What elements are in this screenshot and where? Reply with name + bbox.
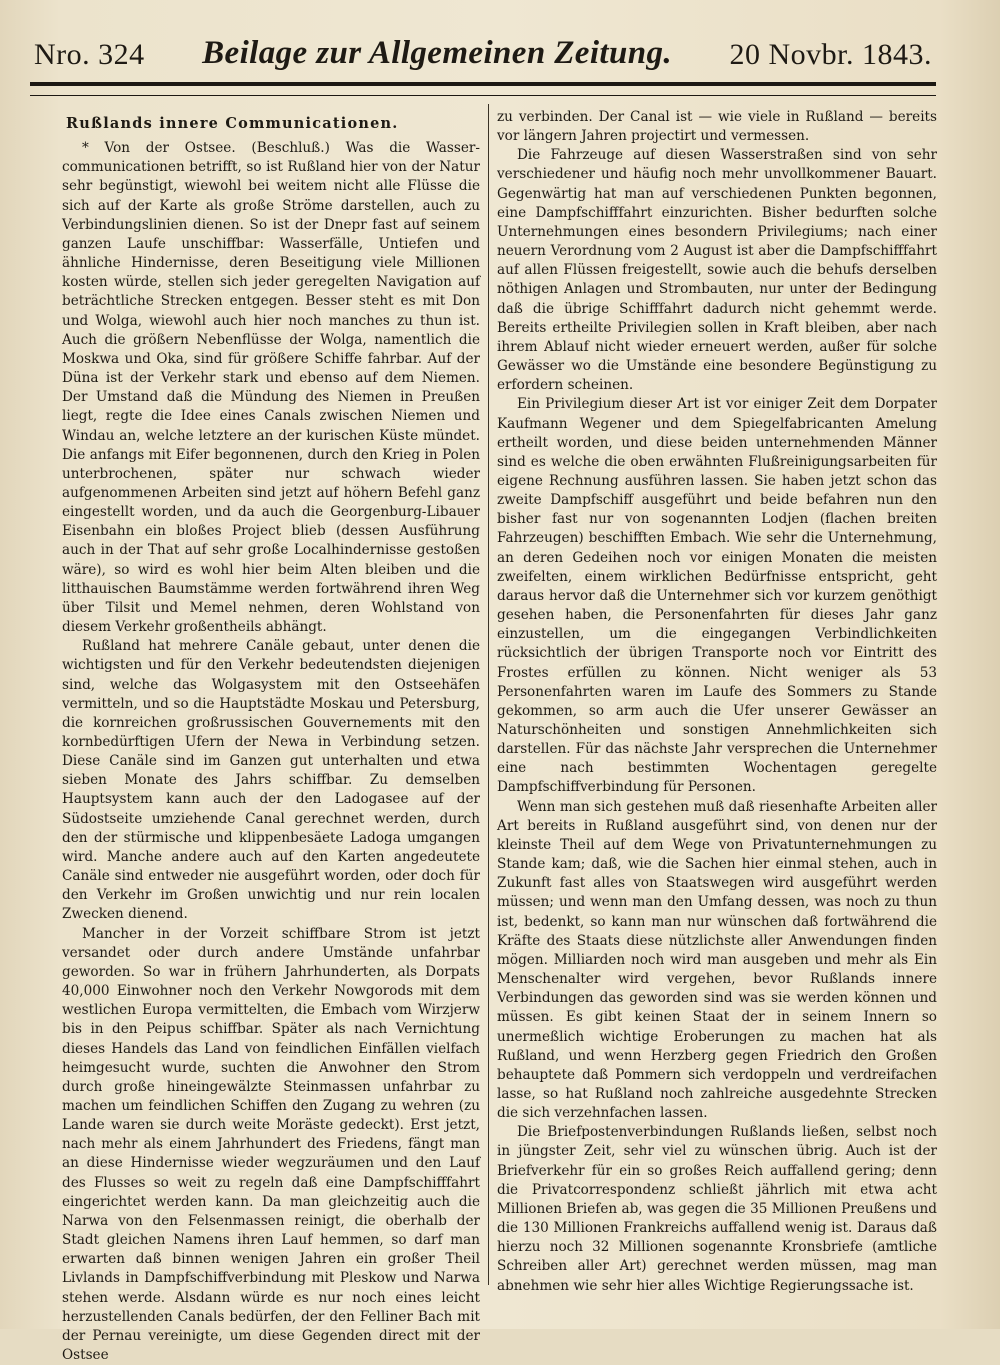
paragraph-continuation: zu verbinden. Der Canal ist — wie viele in Rußland — bereits vor längern Jahren projectirt und vermessen. — [497, 109, 937, 145]
paragraph: Rußland hat mehrere Canäle gebaut, unter denen die wichtigsten und für den Verkehr bedeutendsten diejenigen sind, welche das Wolgasystem mit den Ostseehäfen vermitteln, und so die Hauptstädte Moskau und Petersburg, die kornreichen großrussischen Gouvernements mit den kornbedürftigen Ufern der Newa in Verbindung setzen. Diese Canäle sind im Ganzen gut unterhalten und etwa sieben Monate des Jahrs schiffbar. Zu demselben Hauptsystem kann auch der den Ladogasee auf der Südostseite umziehende Canal gerechnet werden, durch den der stürmische und klippenbesäete Ladoga umgangen wird. Manche andere auch auf den Karten angedeutete Canäle sind entweder nie ausgeführt worden, oder doch für den Verkehr im Großen unwichtig und nur rein localen Zwecken dienend. — [62, 638, 480, 923]
paragraph: Wenn man sich gestehen muß daß riesenhafte Arbeiten aller Art bereits in Rußland ausgeführt sind, von denen nur der kleinste Theil auf dem Wege von Privatunternehmungen zu Stande kam; daß, wie die Sachen hier einmal stehen, auch in Zukunft fast alles von Staatswegen wird ausgeführt werden müssen; und wenn man den Umfang dessen, was noch zu thun ist, bedenkt, so kann man nur wünschen daß fortwährend die Kräfte des Staats diese nützlichste aller Anwendungen finden mögen. Milliarden noch wird man ausgeben und mehr als Ein Menschenalter wird vergehen, bevor Rußlands innere Verbindungen das geworden sind was sie werden können und müssen. Es gibt keinen Staat der in seinem Innern so unermeßlich wichtige Eroberungen zu machen hat als Rußland, und wenn Herzberg gegen Friedrich den Großen behauptete daß Pommern sich verdoppeln und verdreifachen lasse, so hat Rußland noch zahlreiche ausgedehnte Strecken die sich verzehnfachen lassen. — [497, 798, 937, 1122]
paragraph: Ein Privilegium dieser Art ist vor einiger Zeit dem Dorpater Kaufmann Wegener und dem Spiegelfabricanten Amelung ertheilt worden, und diese beiden unternehmenden Männer sind es welche die oben erwähnten Flußreinigungsarbeiten für eigene Rechnung ausführen lassen. Sie haben jetzt schon das zweite Dampfschiff ausgeführt und beide befahren nun den bisher fast nur von sogenannten Lodjen (flachen breiten Fahrzeugen) beschifften Embach. Wie sehr die Unternehmung, an deren Gedeihen noch vor einigen Monaten die meisten zweifelten, einem wirklichen Bedürfnisse entspricht, geht daraus hervor daß die Unternehmer sich vor kurzem genöthigt gesehen haben, die Personenfahrten für dieses Jahr ganz einzustellen, um die eingegangen Verbindlichkeiten rücksichtlich der übrigen Transporte noch vor Eintritt des Frostes erfüllen zu können. Nicht weniger als 53 Personenfahrten waren im Laufe des Sommers zu Stande gekommen, so arm auch die Ufer unserer Gewässer an Naturschönheiten und sonstigen Annehmlichkeiten sich darstellen. Für das nächste Jahr versprechen die Unternehmer eine nach bestimmten Wochentagen geregelte Dampfschiffverbindung für Personen. — [497, 396, 937, 796]
column-divider — [488, 104, 489, 1285]
right-column — [497, 108, 937, 1294]
left-column — [62, 108, 480, 1363]
paragraph: Die Fahrzeuge auf diesen Wasserstraßen sind von sehr verschiedener und häufig noch mehr unvollkommener Bauart. Gegenwärtig hat man auf verschiedenen Punkten begonnen, eine Dampfschifffahrt einzurichten. Bisher bedurften solche Unternehmungen eines besondern Privilegiums; nach einer neuern Verordnung vom 2 August ist aber die Dampfschifffahrt auf allen Flüssen freigestellt, sowie auch die behufs derselben nöthigen Anlagen und Strombauten, nur unter der Bedingung daß die übrige Schifffahrt dadurch nicht gehemmt werde. Bereits ertheilte Privilegien sollen in Kraft bleiben, aber nach ihrem Ablauf nicht wieder erneuert werden, außer für solche Gewässer wo die Umstände eine besondere Begünstigung zu erfordern scheinen. — [497, 147, 937, 394]
issue-number: Nro. 324 — [34, 38, 145, 71]
issue-date: 20 Novbr. 1843. — [729, 38, 932, 71]
paragraph: * Von der Ostsee. (Beschluß.) Was die Wasser-communicationen betrifft, so ist Rußland hier von der Natur sehr begünstigt, wiewohl bei weitem nicht alle Flüsse die sich auf der Karte als große Ströme darstellen, auch zu Verbindungslinien dienen. So ist der Dnepr fast auf seinem ganzen Laufe unschiffbar: Wasserfälle, Untiefen und ähnliche Hindernisse, deren Beseitigung viele Millionen kosten würde, stellen sich jeder geregelten Navigation auf beträchtliche Strecken entgegen. Besser steht es mit Don und Wolga, wiewohl auch hier noch manches zu thun ist. Auch die größern Nebenflüsse der Wolga, namentlich die Moskwa und Oka, sind für größere Schiffe fahrbar. Auf der Düna ist der Verkehr stark und ebenso auf dem Niemen. Der Umstand daß die Mündung des Niemen in Preußen liegt, regte die Idee eines Canals zwischen Niemen und Windau an, welche letztere an der kurischen Küste mündet. Die anfangs mit Eifer begonnenen, durch den Krieg in Polen unterbrochenen, später nur schwach wieder aufgenommenen Arbeiten sind jetzt auf höhern Befehl ganz eingestellt worden, und da auch die Georgenburg-Libauer Eisenbahn ein bloßes Project blieb (dessen Ausführung auch in der That auf sehr große Localhindernisse gestoßen wäre), so wird es wohl hier beim Alten bleiben und die litthauischen Baumstämme werden fortwährend ihren Weg über Tilsit und Memel nehmen, deren Wohlstand von diesem Verkehr großentheils abhängt. — [62, 140, 480, 636]
masthead — [34, 22, 932, 72]
article-heading: Rußlands innere Communicationen. — [66, 115, 399, 132]
paragraph: Mancher in der Vorzeit schiffbare Strom ist jetzt versandet oder durch andere Umstände unfahrbar geworden. So war in frühern Jahrhunderten, als Dorpats 40,000 Einwohner noch den Verkehr Nowgorods mit dem westlichen Europa vermittelten, die Embach vom Wirzjerw bis in den Peipus schiffbar. Später als nach Vernichtung dieses Handels das Land von feindlichen Einfällen vielfach heimgesucht wurde, suchten die Anwohner den Strom durch große hineingewälzte Steinmassen unfahrbar zu machen um feindlichen Schiffen den Zugang zu wehren (zu Lande waren sie durch weite Moräste gedeckt). Erst jetzt, nach mehr als einem Jahrhundert des Friedens, fängt man an diese Hindernisse wieder wegzuräumen und den Lauf des Flusses so weit zu regeln daß eine Dampfschifffahrt eingerichtet werden kann. Da man gleichzeitig auch die Narwa von den Felsenmassen reinigt, die oberhalb der Stadt gleichen Namens ihren Lauf hemmen, so darf man erwarten daß binnen wenigen Jahren ein großer Theil Livlands in Dampfschiffverbindung mit Pleskow und Narwa stehen werde. Alsdann würde es nur noch eines leicht herzustellenden Canals bedürfen, der den Felliner Bach mit der Pernau vereinigte, um diese Gegenden direct mit der Ostsee — [62, 925, 480, 1363]
masthead-rule — [30, 82, 936, 96]
paragraph: Die Briefpostenverbindungen Rußlands ließen, selbst noch in jüngster Zeit, sehr viel zu wünschen übrig. Auch ist der Briefverkehr für ein so großes Reich auffallend gering; denn die Privatcorrespondenz schließt jährlich mit etwa acht Millionen Briefen ab, was gegen die 35 Millionen Preußens und die 130 Millionen Frankreichs auffallend wenig ist. Daraus daß hierzu noch 32 Millionen sogenannte Kronsbriefe (amtliche Schreiben aller Art) gerechnet werden müssen, mag man abnehmen wie sehr hier alles Wichtige Regierungssache ist. — [497, 1124, 937, 1294]
newspaper-title: Beilage zur Allgemeinen Zeitung. — [202, 35, 673, 71]
